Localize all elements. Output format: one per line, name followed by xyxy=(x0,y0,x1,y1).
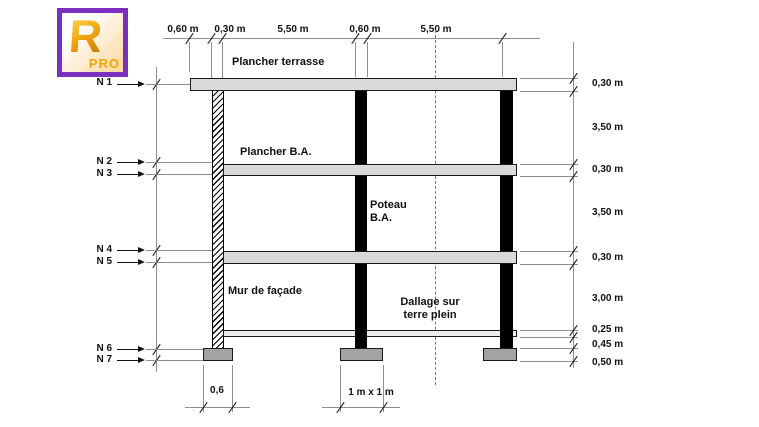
wall-footing xyxy=(203,348,233,361)
roof-slab xyxy=(190,78,517,91)
right-dim-label: 0,30 m xyxy=(592,164,624,175)
right-dim-label: 0,25 m xyxy=(592,324,624,335)
extension-line xyxy=(520,164,578,165)
concrete-column-right xyxy=(500,91,513,349)
extension-line xyxy=(520,78,578,79)
level-line xyxy=(146,360,204,361)
extension-line xyxy=(520,251,578,252)
right-dim-label: 0,30 m xyxy=(592,78,624,89)
level-label-n4: N 4 xyxy=(96,244,112,255)
level-line xyxy=(146,250,213,251)
bottom-dimension-line-footing xyxy=(322,407,400,408)
level-line xyxy=(146,262,213,263)
level-arrow-icon xyxy=(117,360,139,361)
floor-slab-label: Plancher B.A. xyxy=(240,146,312,158)
left-reference-line xyxy=(156,67,157,372)
level-label-n1: N 1 xyxy=(96,77,112,88)
top-dimension-line xyxy=(163,38,540,39)
column-label-line2: B.A. xyxy=(370,212,392,224)
concrete-column-middle xyxy=(355,91,367,349)
right-dim-label: 0,50 m xyxy=(592,357,624,368)
level-arrow-icon xyxy=(117,162,139,163)
extension-line xyxy=(189,42,190,72)
facade-wall xyxy=(212,91,224,349)
level-arrow-icon xyxy=(117,262,139,263)
top-dim-label: 5,50 m xyxy=(420,24,452,35)
level-arrow-icon xyxy=(117,84,139,85)
extension-line xyxy=(520,91,578,92)
extension-line xyxy=(520,361,578,362)
level-label-n5: N 5 xyxy=(96,256,112,267)
level-label-n3: N 3 xyxy=(96,168,112,179)
level-arrow-icon xyxy=(117,174,139,175)
extension-line xyxy=(355,42,356,77)
bottom-dimension-line-wall xyxy=(185,407,250,408)
level-line xyxy=(146,162,213,163)
extension-line xyxy=(520,337,578,338)
top-dim-label: 5,50 m xyxy=(277,24,309,35)
right-dim-label: 3,00 m xyxy=(592,293,624,304)
revit-pro-logo xyxy=(57,8,128,77)
extension-line xyxy=(520,348,578,349)
top-dim-label: 0,60 m xyxy=(349,24,381,35)
column-footing-right xyxy=(483,348,517,361)
column-label-line1: Poteau xyxy=(370,199,407,211)
revit-r-icon: R xyxy=(67,10,105,62)
column-footing-middle xyxy=(340,348,383,361)
extension-line xyxy=(520,176,578,177)
floor-slab-3 xyxy=(223,251,517,264)
roof-slab-label: Plancher terrasse xyxy=(232,56,325,68)
floor-slab-2 xyxy=(223,164,517,176)
ground-slab xyxy=(223,330,517,337)
extension-line xyxy=(502,42,503,77)
ground-slab-label-line1: Dallage sur xyxy=(400,296,460,308)
level-arrow-icon xyxy=(117,349,139,350)
extension-line xyxy=(520,330,578,331)
ground-slab-label-line2: terre plein xyxy=(403,309,457,321)
right-dim-label: 3,50 m xyxy=(592,122,624,133)
right-dim-label: 3,50 m xyxy=(592,207,624,218)
level-label-n7: N 7 xyxy=(96,354,112,365)
level-line xyxy=(146,84,190,85)
level-line xyxy=(146,349,204,350)
extension-line xyxy=(367,42,368,77)
top-dim-label: 0,30 m xyxy=(214,24,246,35)
level-arrow-icon xyxy=(117,250,139,251)
logo-pro-badge: PRO xyxy=(88,56,120,71)
column-footing-dim-label: 1 m x 1 m xyxy=(348,387,394,398)
right-dim-label: 0,45 m xyxy=(592,339,624,350)
level-line xyxy=(146,174,213,175)
level-label-n6: N 6 xyxy=(96,343,112,354)
wall-label: Mur de façade xyxy=(228,285,302,297)
wall-footing-dim-label: 0,6 xyxy=(210,385,224,396)
level-label-n2: N 2 xyxy=(96,156,112,167)
right-dim-label: 0,30 m xyxy=(592,252,624,263)
top-dim-label: 0,60 m xyxy=(167,24,199,35)
extension-line xyxy=(520,264,578,265)
